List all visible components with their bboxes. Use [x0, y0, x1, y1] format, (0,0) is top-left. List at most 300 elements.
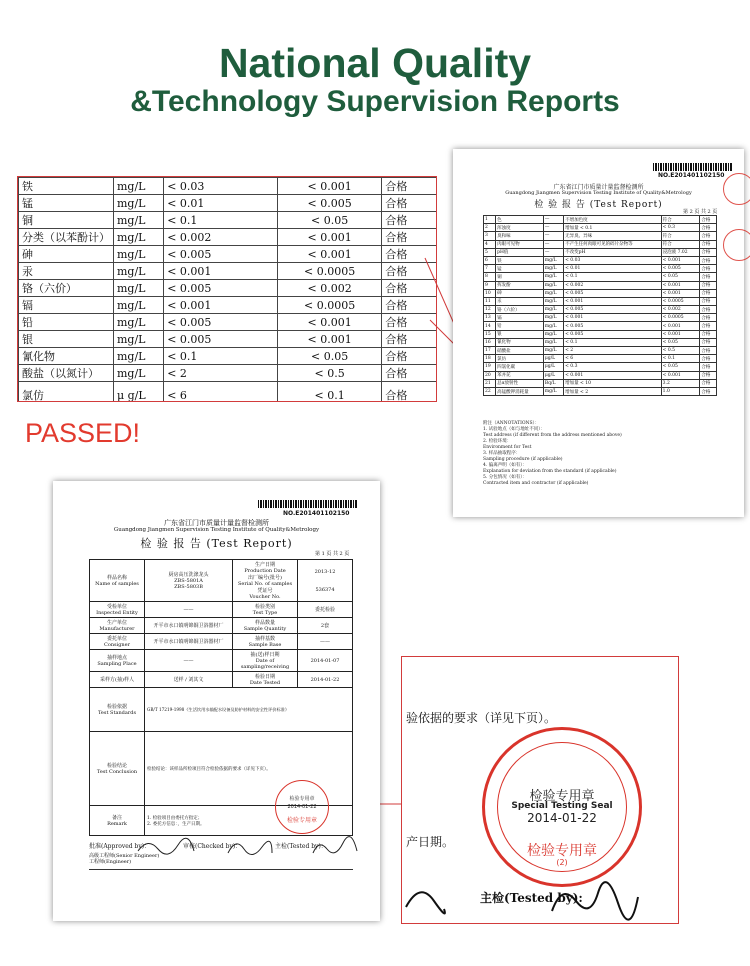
table-row: [19, 297, 438, 314]
consigner-label: 委托单位 Consigner: [90, 634, 145, 650]
inspected-entity-value: ——: [145, 602, 233, 618]
footer-notes: [89, 869, 353, 870]
table-cell: < 0.005: [564, 322, 662, 330]
table-cell: 合格: [700, 306, 717, 314]
table-cell: < 0.1: [277, 382, 382, 403]
zoomed-signature-checker: [406, 892, 445, 913]
table-cell: < 0.5: [661, 347, 700, 355]
table-cell: < 0.001: [564, 297, 662, 305]
table-cell: —: [543, 248, 563, 256]
table-cell: 铁: [19, 178, 114, 195]
annotation-line: Explanation for deviation from the standard (if applicable): [483, 469, 617, 474]
table-cell: < 0.01: [164, 195, 278, 212]
table-cell: mg/L: [543, 256, 563, 264]
table-cell: 氰化物: [19, 348, 114, 365]
table-row: [19, 178, 438, 195]
table-cell: 合格: [382, 297, 437, 314]
table-cell: 合格: [382, 195, 437, 212]
testing-seal-large: [482, 727, 642, 887]
table-cell: 合格: [700, 338, 717, 346]
table-cell: 不增加色度: [564, 216, 662, 224]
table-cell: < 0.001: [661, 281, 700, 289]
table-cell: mg/L: [543, 338, 563, 346]
table-cell: 合格: [700, 363, 717, 371]
table-cell: 13: [484, 314, 496, 322]
table-cell: 合格: [382, 263, 437, 280]
table-row: [19, 212, 438, 229]
table-cell: 四氯化碳: [496, 363, 544, 371]
table-cell: < 0.1: [564, 273, 662, 281]
zoomed-seal-panel: [401, 656, 679, 924]
standards-value: GB/T 17219-1998《生活饮用水输配水设备及防护材料的安全性评价标准》: [145, 688, 353, 732]
table-cell: 肉眼可见物: [496, 240, 544, 248]
table-cell: 铜: [496, 273, 544, 281]
table-cell: mg/L: [114, 365, 164, 382]
table-cell: mg/L: [114, 246, 164, 263]
annotation-line: Contracted item and contractor (if applicable): [483, 481, 589, 486]
seal-label: 检验专用章: [529, 789, 595, 804]
table-cell: 合格: [700, 232, 717, 240]
table-cell: 10: [484, 289, 496, 297]
approved-by-label: 批准(Approved by)：: [89, 843, 151, 850]
table-cell: < 0.001: [661, 330, 700, 338]
table-row: [484, 363, 717, 371]
annotation-line: 附注（ANNOTATIONS）：: [483, 421, 540, 426]
quantity-label: 样品数量 Sample Quantity: [233, 618, 298, 634]
seal-label-bottom: 检验专用章: [286, 817, 317, 824]
table-cell: 合格: [382, 331, 437, 348]
table-row: [484, 232, 717, 240]
zoomed-remark-text: 产日期。: [406, 835, 455, 849]
table-cell: —: [543, 224, 563, 232]
table-row: [484, 306, 717, 314]
table-cell: 14: [484, 322, 496, 330]
table-row: [484, 273, 717, 281]
table-cell: 无异臭、异味: [564, 232, 662, 240]
table-row: [19, 280, 438, 297]
annotation-line: Test address (if different from the address mentioned above): [483, 433, 622, 438]
table-cell: 不改变pH: [564, 248, 662, 256]
table-cell: < 0.005: [164, 314, 278, 331]
table-cell: mg/L: [114, 195, 164, 212]
table-cell: < 6: [564, 355, 662, 363]
barcode: [653, 163, 733, 171]
table-cell: 合格: [700, 273, 717, 281]
table-cell: < 0.005: [164, 280, 278, 297]
zoomed-conclusion-text: 验依据的要求（详见下页）。: [406, 711, 557, 725]
table-cell: < 0.005: [661, 265, 700, 273]
table-cell: < 0.1: [164, 348, 278, 365]
table-row: [484, 240, 717, 248]
passed-label: PASSED!: [25, 418, 141, 448]
zoomed-results-table: [17, 176, 437, 402]
table-cell: 增加量 < 2: [564, 387, 662, 395]
table-row: [484, 379, 717, 387]
table-cell: 总α放射性: [496, 379, 544, 387]
report-results-table: [483, 215, 717, 396]
table-cell: 铅: [496, 322, 544, 330]
table-cell: 18: [484, 355, 496, 363]
table-cell: 21: [484, 379, 496, 387]
table-cell: < 0.1: [164, 212, 278, 229]
table-cell: —: [543, 232, 563, 240]
report-page-1: [53, 481, 380, 921]
table-cell: mg/L: [543, 273, 563, 281]
table-cell: 合格: [700, 224, 717, 232]
table-cell: 氯仿: [19, 382, 114, 403]
table-cell: < 0.001: [564, 314, 662, 322]
table-cell: 合格: [700, 347, 717, 355]
table-cell: 合格: [382, 382, 437, 403]
engineer-label: 工程师(Engineer): [89, 859, 132, 865]
quantity-value: 2套: [298, 618, 353, 634]
table-cell: μg/L: [543, 371, 563, 379]
table-cell: 增加量 < 0.1: [564, 224, 662, 232]
table-cell: pH值: [496, 248, 544, 256]
zoomed-signature-inspector: [552, 882, 638, 920]
page-title: National Quality: [218, 40, 532, 86]
annotation-line: Environment for Test: [483, 445, 532, 450]
table-cell: 铅: [19, 314, 114, 331]
table-cell: 合格: [382, 212, 437, 229]
table-cell: mg/L: [114, 229, 164, 246]
table-cell: < 0.05: [661, 363, 700, 371]
seal-label: 检验专用章: [289, 796, 315, 802]
table-cell: mg/L: [543, 314, 563, 322]
table-cell: 17: [484, 347, 496, 355]
checked-by-label: 审核(Checked by)：: [183, 843, 242, 850]
testing-seal-small: [275, 780, 329, 834]
seal-date: 2014-01-22: [287, 804, 317, 810]
table-cell: 合格: [700, 379, 717, 387]
senior-engineer-label: 高级工程师(Senior Engineer): [89, 853, 160, 859]
table-cell: < 0.05: [277, 348, 382, 365]
table-cell: 合格: [700, 248, 717, 256]
table-cell: 不产生任何肉眼可见的碎片杂物等: [564, 240, 662, 248]
table-cell: Bq/L: [543, 379, 563, 387]
table-row: [19, 365, 438, 382]
table-cell: < 0.001: [661, 256, 700, 264]
table-cell: < 0.05: [661, 273, 700, 281]
table-row: [484, 371, 717, 379]
table-row: [484, 314, 717, 322]
table-cell: 浸泡液 7.02: [661, 248, 700, 256]
table-cell: mg/L: [543, 289, 563, 297]
report-number: NO.E201401102150: [283, 510, 350, 517]
sampling-person-value: 送样 / 刘其文: [145, 672, 233, 688]
table-cell: 符合: [661, 240, 700, 248]
table-cell: 汞: [19, 263, 114, 280]
table-row: [484, 297, 717, 305]
table-row: [484, 347, 717, 355]
annotations: [483, 421, 717, 487]
table-row: [19, 263, 438, 280]
table-cell: 合格: [700, 322, 717, 330]
table-cell: 19: [484, 363, 496, 371]
table-row: [484, 355, 717, 363]
table-cell: < 2: [164, 365, 278, 382]
report-number: NO.E201401102150: [658, 172, 725, 179]
table-cell: 5: [484, 248, 496, 256]
table-cell: —: [543, 216, 563, 224]
table-cell: 7: [484, 265, 496, 273]
receiving-date-value: 2014-01-07: [298, 650, 353, 672]
table-cell: 合格: [700, 330, 717, 338]
table-cell: mg/L: [114, 297, 164, 314]
table-row: [19, 195, 438, 212]
table-cell: 合格: [700, 314, 717, 322]
test-type-label: 检验类别 Test Type: [233, 602, 298, 618]
table-cell: 符合: [661, 232, 700, 240]
sample-name-label: 样品名称 Name of samples: [90, 560, 145, 602]
table-cell: 3.2: [661, 379, 700, 387]
table-cell: < 0.1: [564, 338, 662, 346]
table-cell: 铬（六价）: [496, 306, 544, 314]
table-cell: 合格: [382, 314, 437, 331]
consigner-value: 开平市水口镇明锦铜卫浴器材厂: [145, 634, 233, 650]
seal-number: (2): [556, 858, 568, 867]
table-cell: 锰: [19, 195, 114, 212]
table-cell: 合格: [700, 240, 717, 248]
table-cell: < 0.001: [661, 289, 700, 297]
institute-name-en: Guangdong Jiangmen Supervision Testing Institute of Quality&Metrology: [505, 190, 692, 196]
manufacturer-label: 生产单位 Manufacturer: [90, 618, 145, 634]
table-cell: < 0.001: [564, 371, 662, 379]
test-type-value: 委托检验: [298, 602, 353, 618]
tested-by-label: 主检(Tested by)：: [275, 843, 327, 850]
table-cell: 砷: [496, 289, 544, 297]
table-row: [484, 216, 717, 224]
table-row: [484, 256, 717, 264]
table-cell: < 0.002: [661, 306, 700, 314]
table-cell: < 0.002: [277, 280, 382, 297]
table-cell: 苯并芘: [496, 371, 544, 379]
table-row: [484, 248, 717, 256]
table-cell: 硝酸盐: [496, 347, 544, 355]
table-cell: 银: [496, 330, 544, 338]
table-cell: < 0.0005: [277, 297, 382, 314]
table-cell: 合格: [700, 281, 717, 289]
table-cell: mg/L: [543, 330, 563, 338]
table-row: [484, 330, 717, 338]
sampling-person-label: 采样方(抽)样人: [90, 672, 145, 688]
zoomed-tested-by-label: 主检(Tested by):: [480, 891, 583, 905]
sampling-place-value: ——: [145, 650, 233, 672]
annotation-line: Sampling procedure (if applicable): [483, 457, 563, 462]
signature-approver: [138, 838, 194, 854]
annotation-line: 1. 试验地点（如与地址不同）：: [483, 427, 545, 432]
annotation-line: 2. 检验环境：: [483, 439, 512, 444]
signature-inspector: [313, 837, 357, 853]
table-cell: < 0.001: [277, 178, 382, 195]
table-cell: 3: [484, 232, 496, 240]
table-cell: 8: [484, 273, 496, 281]
table-cell: 合格: [382, 365, 437, 382]
table-cell: 11: [484, 297, 496, 305]
table-cell: 9: [484, 281, 496, 289]
table-cell: —: [543, 240, 563, 248]
table-cell: 合格: [700, 355, 717, 363]
table-cell: μg/L: [543, 363, 563, 371]
production-date-value: 2013-12 536374: [298, 560, 353, 602]
table-cell: 增加量 < 10: [564, 379, 662, 387]
table-cell: mg/L: [114, 331, 164, 348]
table-cell: < 0.05: [277, 212, 382, 229]
table-row: [484, 322, 717, 330]
sampling-place-label: 抽样地点 Sampling Place: [90, 650, 145, 672]
table-cell: 氯仿: [496, 355, 544, 363]
table-cell: 合格: [700, 387, 717, 395]
sample-base-label: 抽样基数 Sample Base: [233, 634, 298, 650]
table-cell: 铬（六价）: [19, 280, 114, 297]
table-cell: 合格: [700, 289, 717, 297]
production-date-label: 生产日期 Production Date 出厂编号(批号) Serial No. of samples 凭证号 Voucher No.: [233, 560, 298, 602]
annotation-line: 5. 分包情况（如有）：: [483, 475, 527, 480]
table-cell: 20: [484, 371, 496, 379]
table-cell: 砷: [19, 246, 114, 263]
table-cell: < 0.3: [564, 363, 662, 371]
table-cell: 银: [19, 331, 114, 348]
table-cell: 镉: [496, 314, 544, 322]
manufacturer-value: 开平市水口镇明锦铜卫浴器材厂: [145, 618, 233, 634]
table-row: [19, 229, 438, 246]
table-cell: mg/L: [114, 263, 164, 280]
table-cell: mg/L: [543, 387, 563, 395]
side-seal-bottom: [723, 229, 750, 261]
conclusion-label: 检验结论 Test Conclusion: [90, 732, 145, 806]
side-seal-top: [723, 173, 750, 205]
table-cell: < 0.002: [164, 229, 278, 246]
table-cell: < 0.005: [564, 306, 662, 314]
table-cell: mg/L: [114, 178, 164, 195]
report-title: 检 验 报 告 (Test Report): [534, 200, 663, 210]
table-cell: < 0.005: [564, 289, 662, 297]
seal-label-bottom: 检验专用章: [527, 843, 597, 859]
page-subtitle: &Technology Supervision Reports: [130, 85, 620, 118]
table-row: [19, 246, 438, 263]
table-cell: < 0.0005: [661, 314, 700, 322]
table-cell: 16: [484, 338, 496, 346]
annotation-line: 3. 样品抽取程序：: [483, 451, 521, 456]
table-cell: 分类（以苯酚计）: [19, 229, 114, 246]
table-cell: μ g/L: [114, 382, 164, 403]
table-cell: < 0.005: [564, 330, 662, 338]
table-cell: 符合: [661, 216, 700, 224]
table-row: [484, 289, 717, 297]
table-cell: < 0.001: [661, 371, 700, 379]
table-cell: < 0.001: [277, 314, 382, 331]
table-row: [484, 265, 717, 273]
table-cell: mg/L: [543, 265, 563, 273]
table-cell: < 0.005: [164, 246, 278, 263]
remark-label: 备注 Remark: [90, 806, 145, 836]
inspected-entity-label: 受检单位 Inspected Entity: [90, 602, 145, 618]
table-cell: < 0.005: [277, 195, 382, 212]
table-cell: < 0.002: [564, 281, 662, 289]
table-cell: < 0.03: [164, 178, 278, 195]
table-cell: < 0.01: [564, 265, 662, 273]
conclusion-value: 检验结论：该样品所检项目符合检验依据的要求（详见下页）。: [145, 732, 353, 806]
table-cell: < 0.005: [164, 331, 278, 348]
table-cell: < 0.0005: [661, 297, 700, 305]
signatures: [133, 833, 363, 861]
table-cell: < 0.5: [277, 365, 382, 382]
table-cell: < 0.1: [661, 355, 700, 363]
table-cell: 合格: [382, 178, 437, 195]
table-row: [19, 348, 438, 365]
table-cell: 铜: [19, 212, 114, 229]
page-info: 第 2 页 共 2 页: [683, 209, 718, 215]
table-cell: 22: [484, 387, 496, 395]
sample-name-value: 厨房高压洗涤龙头 ZBS-5801A ZBS-5803B: [145, 560, 233, 602]
table-cell: < 0.05: [661, 338, 700, 346]
table-cell: 高锰酸钾消耗量: [496, 387, 544, 395]
institute-name-en: Guangdong Jiangmen Supervision Testing Institute of Quality&Metrology: [113, 527, 320, 533]
table-cell: 臭和味: [496, 232, 544, 240]
table-row: [484, 387, 717, 395]
table-cell: mg/L: [114, 314, 164, 331]
table-cell: 铁: [496, 256, 544, 264]
institute-name-cn: 广东省江门市质量计量监督检测所: [164, 519, 269, 527]
table-cell: < 0.001: [164, 297, 278, 314]
table-cell: mg/L: [114, 348, 164, 365]
table-cell: mg/L: [543, 347, 563, 355]
table-row: [19, 382, 438, 403]
table-cell: 酸盐（以氮计）: [19, 365, 114, 382]
table-row: [484, 281, 717, 289]
table-cell: 合格: [382, 280, 437, 297]
table-cell: < 0.001: [277, 229, 382, 246]
table-cell: 合格: [382, 229, 437, 246]
table-cell: < 0.3: [661, 224, 700, 232]
table-cell: < 0.001: [164, 263, 278, 280]
table-cell: 浑浊度: [496, 224, 544, 232]
receiving-date-label: 抽(送)样日期 Date of sampling/receiving: [233, 650, 298, 672]
table-cell: 4: [484, 240, 496, 248]
table-cell: 合格: [382, 348, 437, 365]
table-row: [484, 224, 717, 232]
report-title: 检 验 报 告 (Test Report): [140, 537, 293, 550]
table-cell: 合格: [700, 265, 717, 273]
table-cell: 1.0: [661, 387, 700, 395]
table-cell: 挥发酚: [496, 281, 544, 289]
table-row: [19, 314, 438, 331]
date-tested-value: 2014-01-22: [298, 672, 353, 688]
table-cell: 色: [496, 216, 544, 224]
remark-value: 1. 检验项目由委托方指定； 2. 委托方信息：，生产日期。: [145, 806, 353, 836]
table-cell: 12: [484, 306, 496, 314]
table-cell: 1: [484, 216, 496, 224]
table-cell: mg/L: [543, 297, 563, 305]
table-cell: mg/L: [543, 281, 563, 289]
table-cell: mg/L: [543, 306, 563, 314]
table-cell: mg/L: [114, 212, 164, 229]
table-cell: 汞: [496, 297, 544, 305]
report-page-2: [453, 149, 744, 517]
table-cell: 15: [484, 330, 496, 338]
institute-name-cn: 广东省江门市质量计量监督检测所: [553, 184, 644, 191]
signature-checker: [228, 841, 272, 854]
table-cell: 锰: [496, 265, 544, 273]
zoomed-signatures: [402, 877, 678, 923]
table-cell: 氰化物: [496, 338, 544, 346]
table-cell: < 6: [164, 382, 278, 403]
table-cell: 合格: [382, 246, 437, 263]
sample-base-value: ——: [298, 634, 353, 650]
table-cell: < 0.001: [277, 331, 382, 348]
page-info: 第 1 页 共 2 页: [315, 551, 350, 557]
table-cell: 合格: [700, 256, 717, 264]
